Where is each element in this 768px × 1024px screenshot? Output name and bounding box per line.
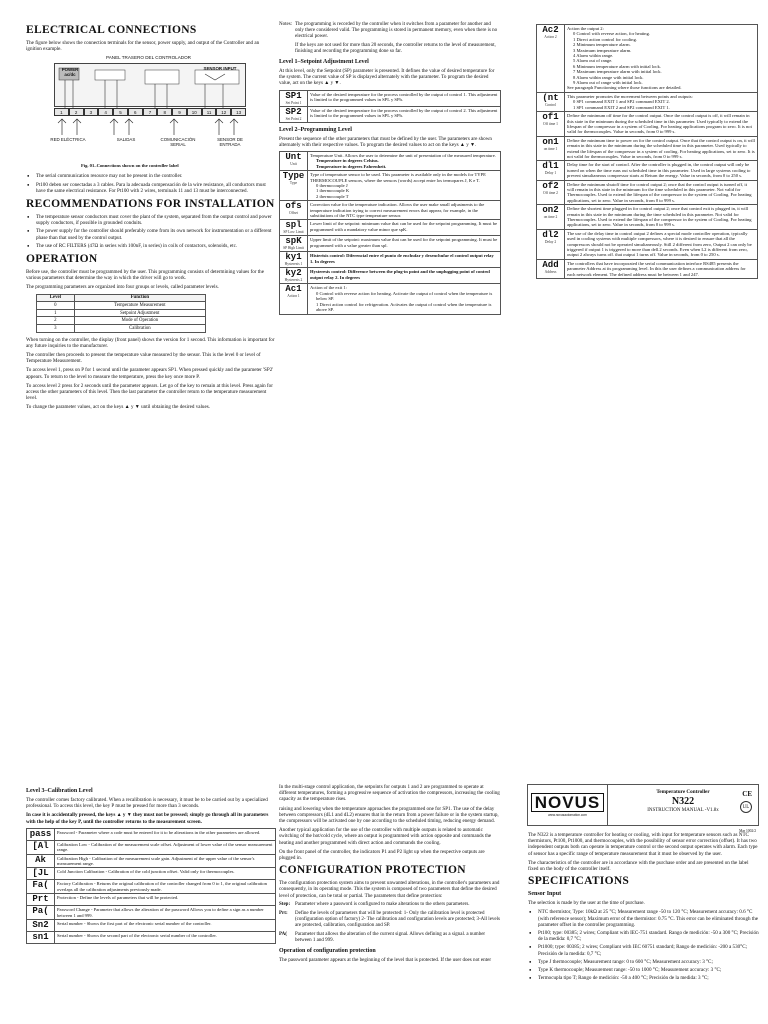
- install-title: RECOMMENDATIONS FOR INSTALLATION: [26, 198, 275, 211]
- param-desc: Type of temperature sensor to be used. This parameter is available only in the models for TYPE THERMOCOUPLE sensors, where the sensors (words) accept entre los termopares J, K e T.: [310, 172, 486, 183]
- param-sub: Unit: [290, 162, 297, 167]
- param-code: Sn2: [32, 920, 49, 931]
- table-row: [280, 284, 501, 314]
- operation-p3: When turning on the controller, the display (front panel) shows the version for 1 second. This information is important for any future inquiries to the manufacturer.: [26, 336, 275, 349]
- table-row: [27, 932, 276, 944]
- ul-mark-icon: UL: [740, 801, 752, 813]
- param-desc: Define the minimum time to power on for the control output. Once that the control output is on, it will remain in this state in the minimum during the scheduled time in this parameter. Used typically to extend the lifespan of the compressor in a system of cooling. For heating applications, set to zero. It is not valid for thermocouples. Value in seconds, from 0 to 999 s.: [565, 136, 758, 161]
- table-row: [280, 152, 501, 171]
- param-sub: Set Point 1: [285, 100, 302, 105]
- specs-title: SPECIFICATIONS: [528, 875, 630, 888]
- param-sub: on time 2: [543, 215, 558, 220]
- param-option: Temperature in degrees Celsius.: [316, 158, 379, 164]
- table-row: [537, 259, 758, 278]
- table-row: [537, 180, 758, 205]
- param-code: on2: [542, 205, 559, 216]
- config-p1: The configuration protection system aims to prevent unwanted alterations, in the controller's parameters and consequently, in its operating mode. This the system is composed of two parameters that define the desired level of protection, can be total or partial. The parameters that define protection:: [279, 880, 500, 899]
- config-item-value: Parameter that allows the alteration of the current signal. Allows defining as a signal. a number between 1 and 999.: [295, 931, 486, 943]
- table-cell: 3: [37, 325, 75, 333]
- list-item: ● Pt100; type: 00385; 2 wires; Compliant with IEC-751 standard. Rango de medición: -50 a 300 °C; Precisión de la medida: 0,7 °C;: [528, 930, 760, 942]
- terminal: 10: [187, 108, 202, 116]
- param-option: 2 Minimum temperature alarm.: [573, 42, 631, 48]
- table-row: [27, 828, 276, 840]
- table-row: [27, 906, 276, 920]
- param-desc: Value of the desired temperature for the process controlled by the output of control 1. This adjustment is limited to the programmed values in SPL y SPh.: [308, 90, 501, 106]
- param-option: 1 Direct action control for refrigeration. Activates the output of control when the temperature is above SP.: [316, 301, 492, 313]
- bottom-label-serial: COMUNICACIÓN SERIAL: [160, 137, 196, 148]
- param-option: 2 thermocouple T: [316, 193, 349, 199]
- terminal: 7: [143, 108, 158, 116]
- param-desc: Histerisis control: Diferencial entre el punto de enchufar y desenchufar el control output relay 1. In degrees: [308, 252, 501, 268]
- param-option: 3 Maximum temperature alarm.: [573, 47, 632, 53]
- novus-logo: [528, 785, 608, 825]
- config-item-key: PA(: [279, 931, 287, 937]
- operation-title: OPERATION: [26, 253, 98, 266]
- terminal: 1: [54, 108, 69, 116]
- table-cell: 2: [37, 317, 75, 325]
- level1-param-table: [279, 90, 501, 123]
- param-code: of1: [542, 112, 559, 123]
- column-right-top: [536, 22, 758, 283]
- list-item: ● Type J thermocouple; Measurement range: 0 to 600 °C; Measurement accuracy: 3 °C;: [528, 959, 760, 965]
- specs-sub: Sensor Input: [528, 891, 562, 898]
- table-row: [37, 325, 206, 333]
- multi-p3: Another typical application for the use of the controller with multiple outputs is related to automatic switching of the hot/cold cycle, where an output is programmed with action opposite and commands the heating and another programmed with direct action and commands the cooling.: [279, 827, 492, 846]
- notes-label: Notes:: [279, 22, 293, 27]
- product-info: [608, 785, 758, 833]
- multi-p2: raising and lowering when the temperature approaches the programmed one for SP1. The use of the delay between compressors (dL1 and dL2) ensures that in the return from a power failure or in the system startup, the compressors will be activated one by one according to the scheduled timing, reducing energy demand.: [279, 805, 499, 825]
- param-code: dl2: [542, 229, 559, 240]
- level2-param-table-continued: [536, 24, 758, 279]
- config-item-key: Step:: [279, 901, 291, 907]
- config-item: [279, 902, 501, 908]
- table-row: [537, 205, 758, 230]
- figure-caption: Fig. 01–Connections shown on the controller label: [81, 163, 179, 169]
- param-option: 0 thermocouple J: [316, 183, 348, 189]
- operation-p4: The controller then proceeds to present the temperature value measured by the sensor. This is the level 0 or level of Temperature Measurement.: [26, 352, 261, 365]
- param-option: 4 Alarm within range.: [573, 53, 614, 59]
- param-option: 6 Minimum temperature alarm with initial lock.: [573, 63, 661, 69]
- table-cell: Mode of Operation: [74, 317, 205, 325]
- param-desc: Define the minimum off time for the control output. Once the control output is off, it will remain in this state in the minimum during the scheduled time in this parameter. Used typically to extend the lifespan of the compressor in a system of Cooling. For heating applications program to zero. It is not valid for thermocouples. Value in seconds, from 0 to 999 s.: [565, 112, 758, 137]
- revision-code: Mar 1002/2: [739, 829, 756, 833]
- param-code: Prt: [32, 894, 49, 905]
- level3-p1: The controller comes factory calibrated. When a recalibration is necessary, it must be to be carried out by a specialized professional. To access this level, the key P must be pressed for more than 3 seconds.: [26, 797, 268, 810]
- n322-p2: The characteristics of the controller are in accordance with the purchase order and are presented on the label fixed on the body of the controller itself.: [528, 859, 749, 873]
- param-code: Ak: [35, 854, 46, 865]
- param-option: 0 Control with reverse action for heating. Activate the output of control when the temperature is below SP.: [316, 290, 493, 302]
- config-item-value: Parameter where a password is configured to make alterations to the others parameters.: [295, 901, 470, 907]
- level2-title: Level 2–Programming Level: [279, 126, 352, 133]
- param-desc: Define the minimum shutoff time for control output 2; once that the control output is turned off, it will remain in this state in the minimum for the time scheduled in this parameter. Not valid for Thermocouples. Used to extend the lifespan of the compressor in the system of Cooling. For heating applications, set to zero. Value in seconds, from 0 to 999 s.: [565, 180, 758, 205]
- param-desc: Cold Junction Calibration - Calibration of the cold junction offset. Valid only for thermocouples.: [55, 868, 276, 880]
- terminal: 13: [231, 108, 246, 116]
- table-header: Function: [74, 294, 205, 302]
- terminal: 2: [69, 108, 84, 116]
- config-sub-title: Operation of configuration protection: [279, 947, 376, 954]
- param-sub: Off time 2: [543, 190, 558, 195]
- level3-param-table: [26, 828, 276, 944]
- table-row: [537, 112, 758, 137]
- config-title: CONFIGURATION PROTECTION: [279, 864, 466, 877]
- param-desc: Password Change - Parameter that allows the alteration of the password Allows you to define a sign as a number between 1 and 999.: [55, 906, 276, 920]
- table-cell: 1: [37, 309, 75, 317]
- config-item: [279, 911, 501, 929]
- param-desc: Delay time for the start of control. After the controller is plugged in, the control output will only be turned on when the time runs out scheduled time in this parameter. Used in large systems cooling to prevent simultaneous compressor starts at Return the energy. Value in seconds, from 0 to 250 s.: [565, 161, 758, 180]
- param-option: 5 Alarm out of range.: [573, 58, 613, 64]
- column-right-bottom: [528, 832, 760, 985]
- param-option: Temperature in degrees Fahrenheit.: [316, 163, 387, 169]
- specs-bullets: [528, 909, 760, 981]
- param-desc: Protection - Define the levels of parameters that will be protected.: [55, 894, 276, 906]
- product-model: N322: [671, 796, 695, 807]
- operation-p2: The programming parameters are organized into four groups or levels, called parameter levels.: [26, 284, 219, 291]
- sensor-input-label: SENSOR INPUT: [203, 66, 237, 72]
- param-code: (nt: [542, 92, 559, 103]
- brand-url: www.novusautomation.com: [548, 813, 587, 817]
- param-code: Type: [282, 171, 305, 182]
- param-option: 0 SP1 command EXIT 1 and SP2 command EXIT 2.: [573, 99, 670, 105]
- param-desc: Temperature Unit. Allows the user to determine the unit of presentation of the measured temperature.: [310, 153, 496, 159]
- terminal: 5: [113, 108, 128, 116]
- operation-p7: To change the parameter values, act on the keys ▲ y ▼ until obtaining the desired values.: [26, 404, 210, 411]
- param-desc: Hysteresis control: Difference between the plug-in point and the unplugging point of control output relay 2. In degrees: [308, 268, 501, 284]
- config-item-key: Prt:: [279, 910, 288, 916]
- wiring-diagram: [26, 55, 276, 171]
- electrical-intro: The figure below shows the connection terminals for the sensor, power supply, and output of the Controller and an ignition example.: [26, 40, 260, 53]
- param-code: Ac2: [542, 25, 559, 35]
- table-row: [280, 201, 501, 220]
- list-item: ● The temperature sensor conductors must cover the plant of the system, separated from the output control and power supply conductors, if possible in grounded conduits.: [26, 214, 276, 226]
- param-code: Ac1: [285, 284, 302, 295]
- multi-p1: In the multi-stage control application, the setpoints for outputs 1 and 2 are programmed to operate at different temperatures, forming a progressive sequence of activation the compressors, increasing the cooling capacity as the temperature rises.: [279, 784, 500, 803]
- param-code: Unt: [285, 152, 302, 163]
- list-item: ● Pt100 deben ser conectadas a 3 cables. Para la adecuada compensación de la wire resistance, all conductors must have the same electrical resistance. For Pt100 with 2 wires, terminals 11 and 13 must be interconnected.: [26, 182, 276, 194]
- terminal: 11: [202, 108, 217, 116]
- param-sub: Control: [545, 102, 556, 107]
- param-code: Add: [542, 259, 559, 270]
- table-row: [37, 309, 206, 317]
- param-desc: Password - Parameter where a code must be entered for it to be alterations in the other parameters are allowed.: [55, 828, 276, 840]
- level-table: [36, 294, 206, 333]
- param-code: Pa(: [32, 906, 49, 917]
- table-row: [537, 25, 758, 93]
- list-item: ● Type K thermocouple; Measurement range: -50 to 1000 °C; Measurement accuracy: 3 °C;: [528, 967, 760, 973]
- bottom-label-power: RED ELÉCTRICA: [50, 137, 86, 143]
- list-item: ● The power supply for the controller should preferably come from its own network for instrumentation or a different phase than that used by the control output.: [26, 228, 276, 240]
- param-option: 1 Direct action control for cooling.: [573, 36, 638, 42]
- list-item: ● The serial communication resource may not be present in the controller.: [26, 173, 276, 179]
- note-text: The programming is recorded by the controller when it switches from a parameter for another and only there considered valid. The programming is stored in permanent memory, even when there is no electrical power.: [295, 22, 498, 39]
- note-2: [279, 43, 501, 55]
- table-row: [280, 106, 501, 122]
- param-desc: Factory Calibration - Returns the original calibration of the controller changed from 0 to 1, the original calibration overlaps all the calibration adjustments previously made.: [55, 880, 276, 894]
- bottom-label-outputs: SALIDAS: [116, 137, 136, 143]
- config-item-value: Define the levels of parameters that will be protected: 1- Only the calibration level is protected (configuration option of factory) 2- The calibration and configuration levels are protected; 3-All levels are protected, calibration, configuration and SP.: [295, 910, 500, 928]
- param-code: dl1: [542, 161, 559, 172]
- param-sub: Hysteresis 1: [284, 262, 303, 267]
- param-code: sn1: [32, 932, 49, 943]
- table-cell: 0: [37, 302, 75, 310]
- table-row: [537, 92, 758, 111]
- param-option: 0 Control with reverse action, for heating.: [573, 31, 651, 37]
- param-code: Fa(: [32, 880, 49, 891]
- operation-p5: To access level 1, press on P for 1 second until the parameter appears SP1. When pressed quickly and the parameter 'SP2' appears. To return to the level to measure the temperature, press the key once more P.: [26, 367, 274, 380]
- novus-header-box: [527, 784, 759, 833]
- param-desc: Action the output 2:: [567, 26, 604, 31]
- param-desc: Calibration Low - Calibration of the measurement scale offset. Adjustment of lower value of the sensor measurement range.: [55, 840, 276, 854]
- param-code: spl: [285, 220, 302, 231]
- note-text: If the keys are not used for more than 20 seconds, the controller returns to the level of measurement, finishing and recording the programming done so far.: [295, 43, 496, 54]
- param-code: of2: [542, 180, 559, 191]
- table-row: [37, 317, 206, 325]
- table-header: Level: [37, 294, 75, 302]
- param-sub: SP Low Limit: [283, 230, 304, 235]
- terminal: 9: [172, 108, 187, 116]
- param-sub: Action 1: [287, 294, 300, 299]
- column-left-bottom: [26, 784, 276, 948]
- param-desc: Define the shortest time plugged in for control output 2; once that control exit is plugged in, it will remain in this state in the minimum during the time scheduled in this parameter. Not valid for Thermocouples. Used to extend the lifespan of the compressor in the system of Cooling. For heating applications, set to zero. Value in seconds, from 0 to 999 s.: [565, 205, 758, 230]
- electrical-title: ELECTRICAL CONNECTIONS: [26, 24, 197, 36]
- param-desc: Calibration High - Calibration of the measurement scale gain. Adjustment of the upper value of the sensor's measurement range.: [55, 854, 276, 868]
- electrical-bullets: [26, 173, 276, 194]
- table-row: [280, 220, 501, 236]
- table-row: [280, 268, 501, 284]
- level2-text: Present the sequence of the other parameters that must be defined by the user. The parameters are shown alternately with their respective values. To program the desired values to act on the keys ▲ y ▼.: [279, 135, 492, 148]
- table-row: [27, 894, 276, 906]
- param-sub: Type: [289, 181, 298, 186]
- table-row: [280, 171, 501, 201]
- column-middle-bottom: [279, 784, 501, 966]
- table-row: [27, 840, 276, 854]
- param-option: 1 thermocouple K: [316, 188, 350, 194]
- param-desc: Action of the exit 1:: [310, 285, 347, 291]
- table-cell: Temperature Measurement: [74, 302, 205, 310]
- param-code: ofs: [285, 201, 302, 212]
- operation-p1: Before use, the controller must be programmed by the user. This programming consists of determining values for the various parameters that determine the way in which the driver will go to work.: [26, 269, 264, 282]
- table-row: [27, 868, 276, 880]
- table-row: [537, 161, 758, 180]
- table-row: [27, 854, 276, 868]
- param-sub: on time 1: [543, 146, 558, 151]
- param-code: SP1: [285, 90, 302, 101]
- param-code: on1: [542, 136, 559, 147]
- terminal-arrows: [54, 117, 246, 135]
- param-code: [Al: [32, 840, 49, 851]
- param-option: 1 SP1 command EXIT 2 and SP2 command EXIT 1.: [573, 104, 670, 110]
- config-item: [279, 932, 501, 944]
- param-desc: The use of the delay time in control output 2 defines a special mode controller operation, typically used in cooling systems with multiple compressors, where it is desired to ensure that all the compressors should not be operated simultaneously. Still 2 different from zero, Output 2 can only be triggered if output 1 is triggered to more than dell.2 seconds. Even when L2 is different from zero, output 2 always turns off. that output 1 turns off. Value in seconds, from 0 to 250 s.: [565, 229, 758, 259]
- terminal-strip: [54, 108, 246, 116]
- config-p2: The password parameter appears at the beginning of the level that is protected. If the user does not enter: [279, 956, 492, 963]
- note-1: [279, 22, 501, 40]
- ce-mark-icon: CE: [742, 790, 752, 798]
- param-tail: See paragraph Functioning where those functions are detailed.: [567, 85, 682, 91]
- param-desc: Serial number - Shows the second part of the electronic serial number of the controller.: [55, 932, 276, 944]
- table-row: [537, 229, 758, 259]
- power-label: POWER ac/dc: [61, 67, 79, 78]
- param-sub: Hysteresis 2: [284, 278, 303, 283]
- param-sub: Delay 2: [544, 239, 557, 244]
- notes: [279, 22, 501, 55]
- panel-title: PANEL TRASERO DEL CONTROLADOR: [106, 55, 192, 61]
- table-row: [280, 90, 501, 106]
- table-row: [280, 236, 501, 252]
- level1-text: At this level, only the Setpoint (SP) parameter is presented. It defines the value of desired temperature for the system. The current value of SP is displayed alternately with the parameter. To program the desired value, act on the keys ▲ y ▼.: [279, 68, 495, 87]
- table-row: [27, 920, 276, 932]
- table-row: [37, 302, 206, 310]
- list-item: ● Pt1000; type: 00385; 2 wires; Compliant with IEC 60751 standard; Rango de medición: -200 a 530°C; Precisión de la medida: 0,7 °C;: [528, 944, 760, 956]
- table-row: [280, 252, 501, 268]
- param-desc: Upper limit of the setpoint: maximum value that can be used for the setpoint programming. It must be programmed with a value greater than spl.: [308, 236, 501, 252]
- terminal: 4: [98, 108, 113, 116]
- controller-back-panel: [54, 63, 246, 107]
- param-desc: This parameter promotes the movement between points and outputs:: [567, 93, 693, 99]
- table-row: [27, 880, 276, 894]
- terminal: 8: [157, 108, 172, 116]
- list-item: ● NTC thermistor, Type: 10kΩ at 25 °C; Measurement range -50 to 120 °C; Measurement accuracy: 0.6 °C (with reference sensor); Maximum error of the thermistor: 0.75 °C. This error can be eliminated through the parameter offset in the controller programming.: [528, 909, 760, 928]
- terminal: 12: [216, 108, 231, 116]
- config-items: [279, 902, 501, 944]
- param-code: pass: [29, 828, 52, 839]
- brand-wordmark: NOVUS: [531, 793, 604, 812]
- param-code: ky2: [285, 268, 302, 279]
- multi-p4: On the front panel of the controller, the indicators P1 and P2 light up when the respective outputs are plugged in.: [279, 848, 485, 862]
- level3-title: Level 3–Calibration Level: [26, 788, 93, 794]
- param-sub: Offset: [289, 211, 298, 216]
- install-bullets: [26, 214, 276, 249]
- param-sub: SP High Limit: [283, 246, 304, 251]
- param-desc: Lower limit of the setpoint: minimum value that can be used for the setpoint programming. It must be programmed with a mandatory value minor que spK.: [308, 220, 501, 236]
- level3-p2: In case it is accidentally pressed, the keys ▲ y ▼ they must not be pressed; simply go through all its parameters with the help of the key P, until the controller returns to the measurement screen.: [26, 812, 269, 825]
- table-cell: Calibration: [74, 325, 205, 333]
- table-cell: Setpoint Adjustment: [74, 309, 205, 317]
- list-item: ● The use of RC FILTERS (47Ω in series with 100nF, in series) in coils of contactors, solenoids, etc.: [26, 243, 276, 249]
- param-sub: Address: [544, 269, 557, 274]
- table-row: [537, 136, 758, 161]
- terminal: 6: [128, 108, 143, 116]
- param-code: SP2: [285, 106, 302, 117]
- specs-intro: The selection is made by the user at the time of purchase.: [528, 900, 645, 907]
- param-option: 7 Maximum temperature alarm with initial lock.: [573, 69, 662, 75]
- param-sub: Set Point 2: [285, 116, 302, 121]
- operation-p6: To access level 2 press for 2 seconds until the parameter appears. Let go of the key to remain at this level. Press again for access the other parameters of this level. Then the last parameter the controller return to the temperature measurement level.: [26, 382, 273, 402]
- column-middle-top: [279, 22, 501, 319]
- param-code: [JL: [32, 868, 49, 879]
- param-desc: The controllers that have incorporated the serial communication interface RS485 presents the parameter Address at its programming level. In this the user defines a communication address for each network element. The defined address must be between 1 and 247.: [565, 259, 758, 278]
- param-desc: Serial number - Shows the first part of the electronic serial number of the controller.: [55, 920, 276, 932]
- level1-title: Level 1–Setpoint Adjustment Level: [279, 59, 369, 65]
- param-code: ky1: [285, 252, 302, 263]
- manual-version: INSTRUCTION MANUAL -V1.8x: [647, 808, 719, 813]
- level2-param-table: [279, 151, 501, 315]
- n322-p1: The N322 is a temperature controller for heating or cooling, with input for temperature sensors such as NTC thermistors, Pt100, Pt1000, and thermocouples, with the possibility of sensor error correction (offset). It has two independent outputs both can operate in temperature control or the second output operates with alarm. Each type of sensor has a specific range of temperature measurement that it must be observed by the user.: [528, 832, 758, 857]
- param-sub: Off time 1: [543, 122, 558, 127]
- param-option: 9 Alarm out of range with initial lock.: [573, 80, 643, 86]
- param-sub: Action 2: [544, 35, 557, 39]
- bottom-label-sensor: SENSOR DE ENTRADA: [217, 137, 243, 148]
- product-type: Temperature Controller: [656, 789, 710, 795]
- param-desc: Correction value for the temperature indication. Allows the user make small adjustments to the temperature indication trying to correct measurement errors that appear, for example, in the substitutions of the NTC type temperature sensor.: [308, 201, 501, 220]
- terminal: 3: [84, 108, 99, 116]
- list-item: ● Termocupla tipo T; Rango de medición: -50 a 400 °C; Precisión de la medida: 3 °C;: [528, 975, 760, 981]
- param-option: 8 Alarm within range with initial lock.: [573, 74, 644, 80]
- param-desc: Value of the desired temperature for the process controlled by the output of control 2. This adjustment is limited to the programmed values in SPL y SPh.: [308, 106, 501, 122]
- param-code: spK: [285, 236, 302, 247]
- column-left-top: [26, 22, 276, 414]
- param-sub: Delay 1: [544, 171, 557, 176]
